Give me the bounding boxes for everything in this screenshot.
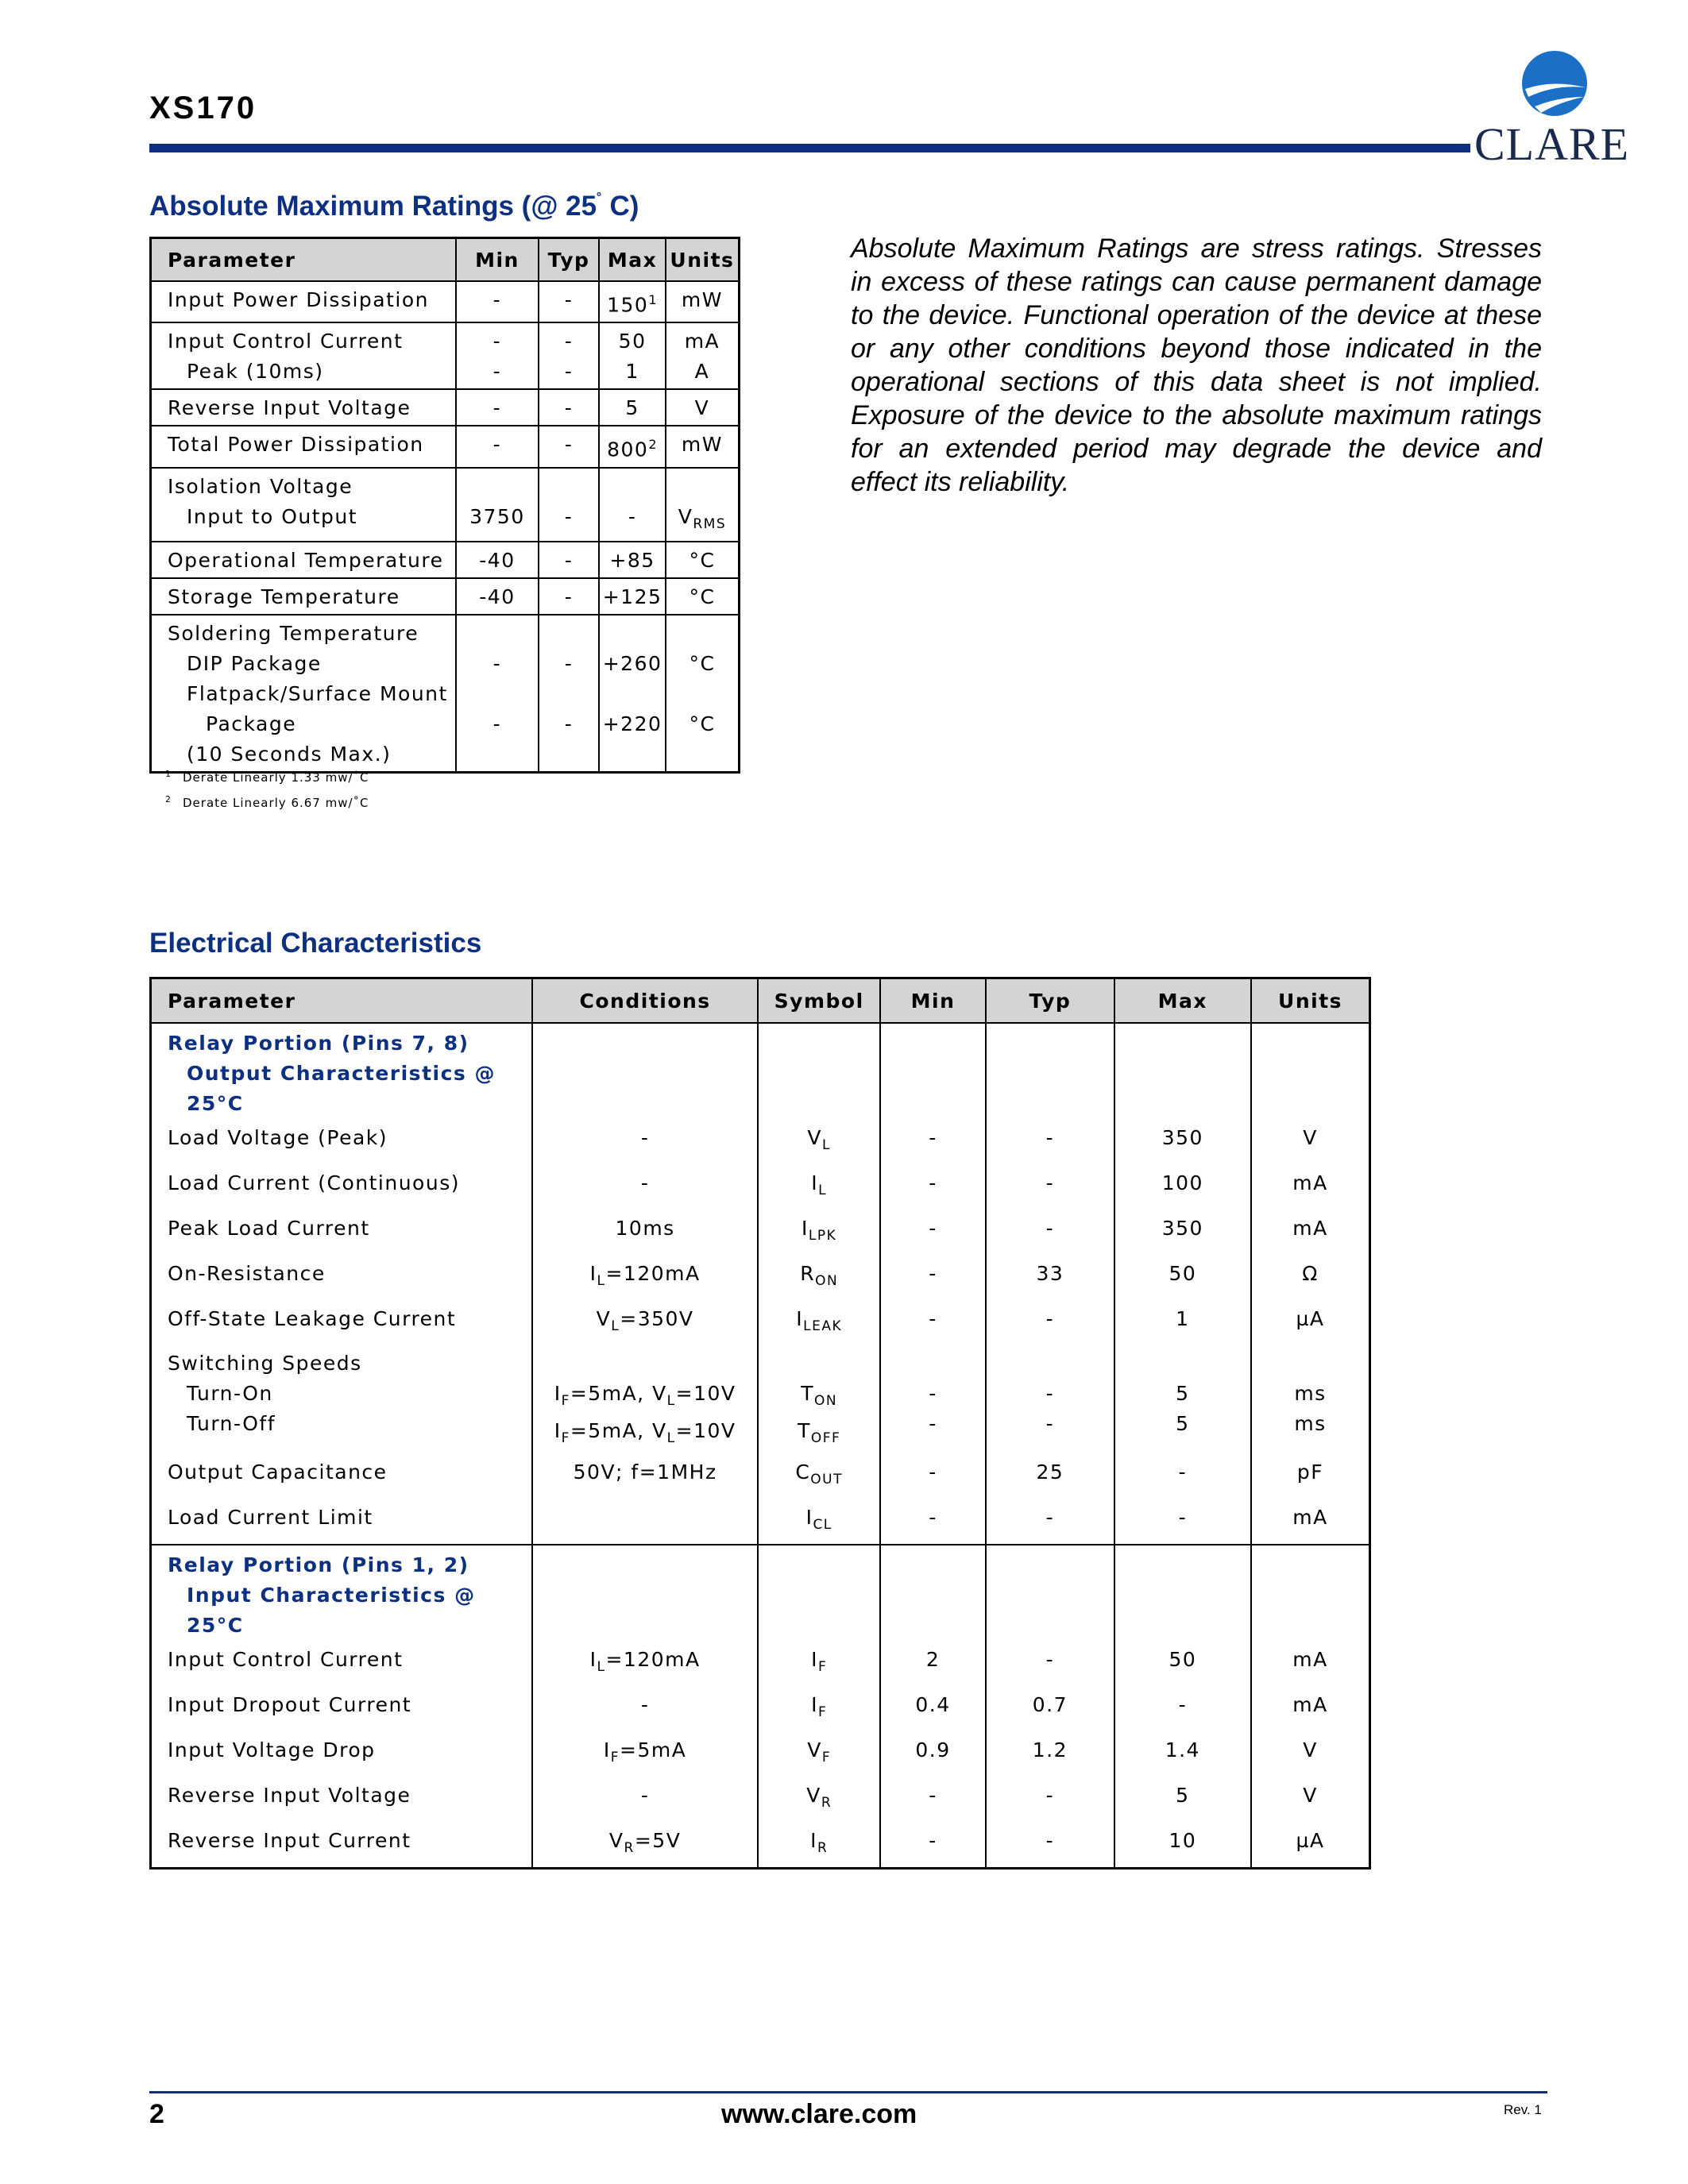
ec-symbol: $V_L$ (758, 1119, 879, 1164)
amr-param: Reverse Input Voltage (151, 389, 457, 426)
ec-cond (532, 1499, 759, 1545)
ec-units: mA (1251, 1164, 1369, 1210)
amr-description: Absolute Maximum Ratings are stress ratings. Stresses in excess of these ratings can cause permanent damage to the device. Functional operation of the device at these or any other conditions beyond those indicated in the operational sections of this data sheet is not implied. Exposure of the device to the absolute maximum ratings for an extended period may degrade the device and effect its reliability. (851, 233, 1542, 497)
amr-col-typ: Typ (539, 238, 600, 282)
amr-max: +125 (599, 578, 666, 615)
website-link[interactable]: www.clare.com (721, 2099, 917, 2129)
amr-max: 5 (599, 389, 666, 426)
amr-typ: - (539, 426, 600, 467)
ec-section-input (151, 1545, 1370, 1641)
ec-max: 1.4 (1114, 1731, 1251, 1777)
ec-units: Ω (1251, 1255, 1369, 1300)
ec-min: - (880, 1119, 986, 1164)
ec-symbol: $C_{OUT}$ (758, 1453, 879, 1499)
ec-cond: $I_F=5mA$ (532, 1731, 759, 1777)
ec-typ: - - (986, 1345, 1114, 1453)
amr-col-units: Units (666, 238, 740, 282)
amr-min: -40 (456, 542, 539, 578)
ec-symbol: $I_R$ (758, 1822, 879, 1869)
clare-globe-icon (1520, 49, 1589, 118)
table-row (151, 322, 740, 389)
ec-cond: $I_L=120mA$ (532, 1255, 759, 1300)
ec-section-output (151, 1023, 1370, 1119)
amr-max: +260 +220 (599, 615, 666, 773)
footnote-2: $^2$ Derate Linearly 6.67 mw/˚C (165, 794, 369, 810)
ec-cond: - (532, 1119, 759, 1164)
ec-min: - - (880, 1345, 986, 1453)
amr-units: V (666, 389, 740, 426)
table-row (151, 1119, 1370, 1164)
ec-min: - (880, 1777, 986, 1822)
ec-col-min: Min (880, 978, 986, 1024)
ec-min: - (880, 1300, 986, 1345)
amr-header-row (151, 238, 740, 282)
amr-units: mA A (666, 322, 740, 389)
ec-param: Reverse Input Current (151, 1822, 532, 1869)
ec-units: mA (1251, 1499, 1369, 1545)
amr-units: °C (666, 542, 740, 578)
ec-param: Load Current Limit (151, 1499, 532, 1545)
section-title: Relay Portion (Pins 1, 2) Input Characteristics @ 25°C (151, 1545, 532, 1641)
amr-col-max: Max (599, 238, 666, 282)
ec-cond: 10ms (532, 1210, 759, 1255)
amr-title: Absolute Maximum Ratings (@ 25˚ C) (149, 191, 639, 222)
amr-param: Total Power Dissipation (151, 426, 457, 467)
ec-symbol: $I_{CL}$ (758, 1499, 879, 1545)
footnote-1: $^1$ Derate Linearly 1.33 mw/˚C (165, 769, 369, 785)
ec-max: 50 (1114, 1255, 1251, 1300)
revision: Rev. 1 (1504, 2102, 1542, 2117)
ec-param: Load Current (Continuous) (151, 1164, 532, 1210)
ec-cond: $V_L=350V$ (532, 1300, 759, 1345)
ec-max: - (1114, 1686, 1251, 1731)
ec-param: Output Capacitance (151, 1453, 532, 1499)
ec-cond: 50V; f=1MHz (532, 1453, 759, 1499)
ec-cond: - (532, 1164, 759, 1210)
table-row (151, 1164, 1370, 1210)
footer-rule (149, 2091, 1547, 2093)
table-row (151, 578, 740, 615)
amr-min: - (456, 389, 539, 426)
ec-param: Peak Load Current (151, 1210, 532, 1255)
ec-param: Switching Speeds Turn-On Turn-Off (151, 1345, 532, 1453)
ec-typ: - (986, 1119, 1114, 1164)
ec-max: - (1114, 1453, 1251, 1499)
amr-param: Soldering Temperature DIP Package Flatpack/Surface Mount Package (10 Seconds Max.) (151, 615, 457, 773)
ec-min: - (880, 1499, 986, 1545)
ec-table (149, 977, 1371, 1870)
ec-min: 0.9 (880, 1731, 986, 1777)
ec-units: mA (1251, 1686, 1369, 1731)
amr-param: Input Power Dissipation (151, 281, 457, 322)
amr-table (149, 237, 740, 774)
table-row (151, 468, 740, 542)
ec-units: mA (1251, 1210, 1369, 1255)
ec-typ: 0.7 (986, 1686, 1114, 1731)
amr-typ: - (539, 468, 600, 542)
table-row (151, 542, 740, 578)
ec-min: - (880, 1255, 986, 1300)
section-title: Relay Portion (Pins 7, 8) Output Characteristics @ 25°C (151, 1023, 532, 1119)
amr-col-parameter: Parameter (151, 238, 457, 282)
ec-cond: $I_F=5mA$, $V_L=10V$ $I_F=5mA$, $V_L=10V$ (532, 1345, 759, 1453)
ec-col-symbol: Symbol (758, 978, 879, 1024)
ec-typ: - (986, 1822, 1114, 1869)
ec-symbol: $I_F$ (758, 1686, 879, 1731)
amr-min: - - (456, 322, 539, 389)
ec-param: Load Voltage (Peak) (151, 1119, 532, 1164)
ec-typ: - (986, 1210, 1114, 1255)
table-row (151, 1210, 1370, 1255)
amr-max: - (599, 468, 666, 542)
table-row (151, 1499, 1370, 1545)
table-row (151, 426, 740, 467)
table-row (151, 1731, 1370, 1777)
amr-typ: - - (539, 615, 600, 773)
ec-max: 1 (1114, 1300, 1251, 1345)
amr-max: 50 1 (599, 322, 666, 389)
page-number: 2 (149, 2099, 164, 2129)
ec-symbol: $I_{LPK}$ (758, 1210, 879, 1255)
table-row (151, 1255, 1370, 1300)
amr-typ: - (539, 389, 600, 426)
table-row (151, 1453, 1370, 1499)
amr-max: $800^2$ (599, 426, 666, 467)
ec-max: 10 (1114, 1822, 1251, 1869)
amr-max: $150^1$ (599, 281, 666, 322)
ec-symbol: $R_{ON}$ (758, 1255, 879, 1300)
amr-min: 3750 (456, 468, 539, 542)
ec-title: Electrical Characteristics (149, 928, 482, 959)
ec-header-row (151, 978, 1370, 1024)
table-row (151, 1822, 1370, 1869)
ec-symbol: $V_R$ (758, 1777, 879, 1822)
ec-typ: - (986, 1164, 1114, 1210)
ec-symbol: $V_F$ (758, 1731, 879, 1777)
table-row (151, 1641, 1370, 1686)
part-number: XS170 (149, 91, 257, 125)
ec-units: V (1251, 1777, 1369, 1822)
ec-min: 0.4 (880, 1686, 986, 1731)
amr-units: $V_{RMS}$ (666, 468, 740, 542)
amr-typ: - - (539, 322, 600, 389)
amr-typ: - (539, 542, 600, 578)
ec-units: ms ms (1251, 1345, 1369, 1453)
ec-units: µA (1251, 1300, 1369, 1345)
table-row (151, 281, 740, 322)
amr-max: +85 (599, 542, 666, 578)
ec-min: - (880, 1164, 986, 1210)
amr-min: -40 (456, 578, 539, 615)
ec-max: 5 5 (1114, 1345, 1251, 1453)
clare-logo: CLARE (1474, 118, 1630, 170)
amr-min: - - (456, 615, 539, 773)
table-row (151, 615, 740, 773)
ec-max: 100 (1114, 1164, 1251, 1210)
ec-cond: - (532, 1777, 759, 1822)
ec-param: Off-State Leakage Current (151, 1300, 532, 1345)
ec-units: V (1251, 1731, 1369, 1777)
amr-typ: - (539, 281, 600, 322)
ec-typ: 33 (986, 1255, 1114, 1300)
ec-col-max: Max (1114, 978, 1251, 1024)
ec-units: V (1251, 1119, 1369, 1164)
ec-col-units: Units (1251, 978, 1369, 1024)
ec-cond: $I_L=120mA$ (532, 1641, 759, 1686)
amr-param: Isolation Voltage Input to Output (151, 468, 457, 542)
ec-typ: 25 (986, 1453, 1114, 1499)
amr-units: °C °C (666, 615, 740, 773)
ec-units: pF (1251, 1453, 1369, 1499)
ec-typ: 1.2 (986, 1731, 1114, 1777)
table-row (151, 1777, 1370, 1822)
amr-param: Input Control Current Peak (10ms) (151, 322, 457, 389)
ec-typ: - (986, 1777, 1114, 1822)
ec-symbol: $I_L$ (758, 1164, 879, 1210)
ec-min: - (880, 1822, 986, 1869)
amr-param: Operational Temperature (151, 542, 457, 578)
ec-symbol: $I_{LEAK}$ (758, 1300, 879, 1345)
ec-param: Reverse Input Voltage (151, 1777, 532, 1822)
table-row (151, 1686, 1370, 1731)
amr-col-min: Min (456, 238, 539, 282)
amr-param: Storage Temperature (151, 578, 457, 615)
amr-min: - (456, 426, 539, 467)
ec-col-conditions: Conditions (532, 978, 759, 1024)
ec-param: Input Dropout Current (151, 1686, 532, 1731)
ec-cond: - (532, 1686, 759, 1731)
header-rule (149, 144, 1470, 152)
ec-typ: - (986, 1300, 1114, 1345)
ec-min: 2 (880, 1641, 986, 1686)
amr-typ: - (539, 578, 600, 615)
amr-units: mW (666, 281, 740, 322)
ec-cond: $V_R=5V$ (532, 1822, 759, 1869)
ec-param: Input Voltage Drop (151, 1731, 532, 1777)
table-row (151, 1345, 1370, 1453)
table-row (151, 1300, 1370, 1345)
ec-symbol: $T_{ON}$ $T_{OFF}$ (758, 1345, 879, 1453)
ec-param: On-Resistance (151, 1255, 532, 1300)
ec-max: 350 (1114, 1210, 1251, 1255)
ec-max: 350 (1114, 1119, 1251, 1164)
ec-symbol: $I_F$ (758, 1641, 879, 1686)
ec-max: 5 (1114, 1777, 1251, 1822)
ec-col-parameter: Parameter (151, 978, 532, 1024)
ec-units: µA (1251, 1822, 1369, 1869)
amr-units: °C (666, 578, 740, 615)
ec-max: 50 (1114, 1641, 1251, 1686)
ec-typ: - (986, 1641, 1114, 1686)
ec-max: - (1114, 1499, 1251, 1545)
amr-min: - (456, 281, 539, 322)
table-row (151, 389, 740, 426)
ec-min: - (880, 1453, 986, 1499)
ec-col-typ: Typ (986, 978, 1114, 1024)
ec-units: mA (1251, 1641, 1369, 1686)
ec-min: - (880, 1210, 986, 1255)
ec-param: Input Control Current (151, 1641, 532, 1686)
ec-typ: - (986, 1499, 1114, 1545)
amr-units: mW (666, 426, 740, 467)
